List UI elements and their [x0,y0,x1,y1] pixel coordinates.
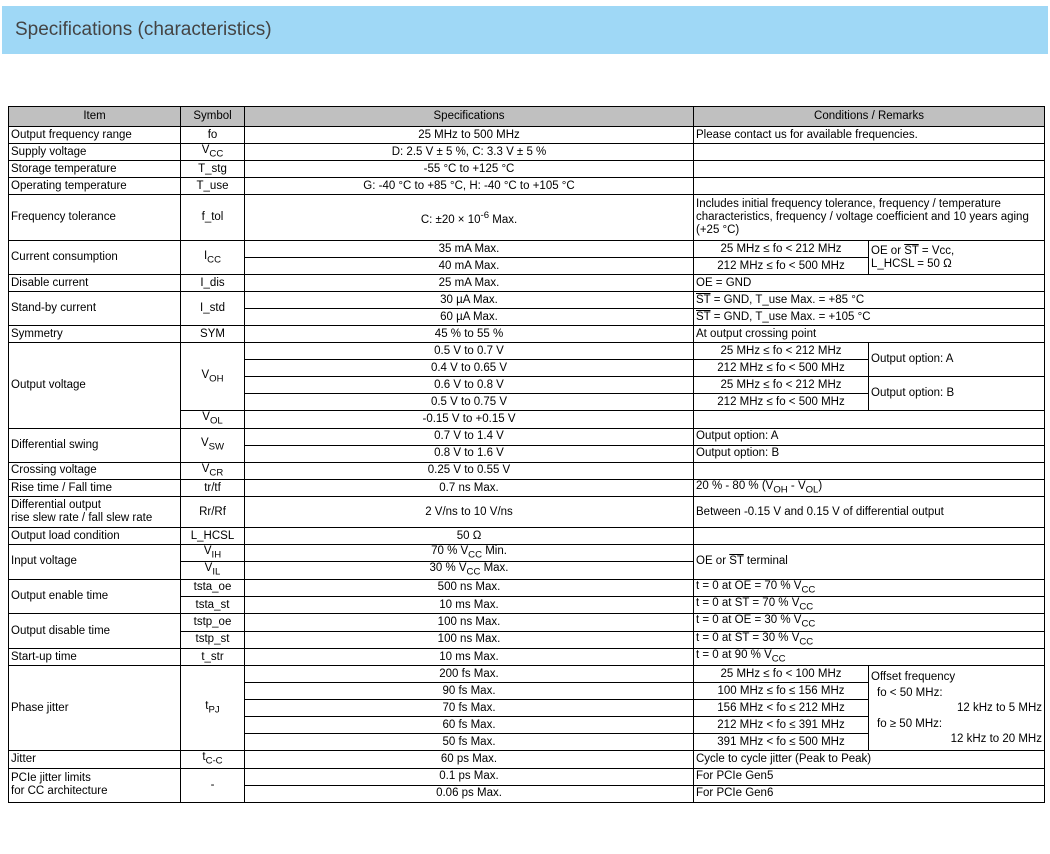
spec-cell: 60 µA Max. [245,309,694,326]
condition-cell: 212 MHz ≤ fo < 500 MHz [694,360,869,377]
condition-text: terminal [743,555,788,568]
symbol-main: t [202,751,206,764]
spec-cell: 30 µA Max. [245,292,694,309]
condition-cell [694,144,1045,161]
table-row [9,648,1045,665]
condition-cell: At output crossing point [694,326,1045,343]
symbol-cell [181,411,245,428]
condition-cell [694,411,1045,428]
spec-text: Max. [489,213,518,226]
symbol-cell: Rr/Rf [181,497,245,528]
item-cell: Current consumption [9,241,181,275]
condition-text: 20 % - 80 % (V [696,479,774,492]
item-cell [9,497,181,528]
symbol-cell [181,545,245,562]
spec-cell: 0.25 V to 0.55 V [245,462,694,479]
section-header-banner [2,6,1048,54]
table-row [9,462,1045,479]
condition-text: t = 0 at OE = 30 % V [696,614,802,627]
condition-cell: Includes initial frequency tolerance, frequency / temperature characteristics, frequency / voltage coefficient and 10 years aging (+25 °C) [694,195,1045,241]
item-cell: Differential swing [9,428,181,462]
condition-text: = GND, T_use Max. = +85 °C [710,293,865,306]
header-conditions: Conditions / Remarks [694,107,1045,127]
condition-text: = 30 % V [749,631,800,644]
spec-cell: 45 % to 55 % [245,326,694,343]
table-row [9,666,1045,683]
symbol-cell: I_std [181,292,245,326]
condition-text: = 70 % V [749,597,800,610]
spec-cell: 10 ms Max. [245,597,694,614]
item-cell: Output voltage [9,343,181,428]
symbol-main: V [201,144,210,156]
condition-cell [694,479,1045,496]
table-row [9,326,1045,343]
symbol-subscript: OL [209,415,223,427]
spec-cell: 2 V/ns to 10 V/ns [245,497,694,528]
condition-cell: For PCIe Gen6 [694,785,1045,802]
item-cell: Symmetry [9,326,181,343]
table-row [9,343,1045,360]
condition-subscript: CC [771,653,786,665]
item-text: PCIe jitter limits [11,772,91,785]
symbol-subscript: IH [211,549,222,561]
spec-cell [245,562,694,579]
offset-text: 12 kHz to 5 MHz [957,702,1042,715]
condition-cell [694,597,1045,614]
condition-cell [694,579,1045,596]
table-row [9,178,1045,195]
symbol-main: V [204,562,213,575]
symbol-cell [181,343,245,411]
item-cell: Supply voltage [9,144,181,161]
spec-cell: 10 ms Max. [245,648,694,665]
symbol-cell: tstp_oe [181,614,245,631]
table-row [9,275,1045,292]
table-row [9,579,1045,596]
symbol-main: V [200,436,209,449]
condition-text: t = 0 at 90 % V [696,648,772,661]
table-row [9,528,1045,545]
spec-cell: 500 ns Max. [245,579,694,596]
condition-subscript: CC [799,601,814,613]
spec-cell: 35 mA Max. [245,241,694,258]
condition-cell: Output option: A [694,428,1045,445]
spec-cell: 0.06 ps Max. [245,785,694,802]
st-overline: $\overline{ST}$ [734,631,750,644]
remark-text: OE or [871,244,905,257]
symbol-main: V [201,368,210,381]
condition-subscript: CC [799,635,814,647]
symbol-cell: L_HCSL [181,528,245,545]
condition-cell: 212 MHz ≤ fo < 500 MHz [694,258,869,275]
offset-frequency-cell [869,666,1045,751]
spec-text: Max. [480,562,509,575]
condition-cell [694,178,1045,195]
condition-cell: 391 MHz < fo ≤ 500 MHz [694,734,869,751]
item-text: for CC architecture [11,785,108,798]
item-cell: Rise time / Fall time [9,479,181,496]
st-overline: $\overline{ST}$ [696,310,711,323]
symbol-cell [181,144,245,161]
table-row [9,614,1045,631]
symbol-main: t [205,700,209,713]
condition-cell [694,462,1045,479]
condition-cell [694,631,1045,648]
table-row [9,479,1045,496]
condition-subscript: CC [801,584,816,596]
symbol-cell: T_stg [181,161,245,178]
spec-cell: 100 ns Max. [245,614,694,631]
symbol-cell: I_dis [181,275,245,292]
symbol-cell [181,428,245,462]
spec-text: Min. [482,545,507,558]
spec-cell: 0.4 V to 0.65 V [245,360,694,377]
symbol-main: V [202,411,210,424]
condition-text: t = 0 at OE = 70 % V [696,579,802,592]
condition-cell: Between -0.15 V and 0.15 V of differential output [694,497,1045,528]
item-cell: Output enable time [9,579,181,614]
symbol-subscript: IL [212,566,221,578]
item-cell: Frequency tolerance [9,195,181,241]
symbol-cell [181,666,245,751]
table-row [9,751,1045,768]
condition-subscript: OH [773,484,788,496]
condition-text: t = 0 at [696,597,735,610]
item-cell: Phase jitter [9,666,181,751]
symbol-cell [181,562,245,579]
table-row [9,195,1045,241]
header-specifications: Specifications [245,107,694,127]
spec-text: C: ±20 × 10 [420,213,481,226]
symbol-cell: tstp_st [181,631,245,648]
table-row [9,768,1045,785]
symbol-cell: SYM [181,326,245,343]
remark-text: L_HCSL = 50 Ω [871,257,952,270]
condition-cell [694,309,1045,326]
item-text: rise slew rate / fall slew rate [11,512,153,525]
condition-text: t = 0 at [696,631,735,644]
spec-cell: 0.6 V to 0.8 V [245,377,694,394]
table-row [9,545,1045,562]
symbol-cell: T_use [181,178,245,195]
condition-text: = GND, T_use Max. = +105 °C [710,310,871,323]
spec-cell: 0.5 V to 0.75 V [245,394,694,411]
item-cell: Storage temperature [9,161,181,178]
offset-text: fo ≥ 50 MHz: [877,717,943,730]
table-row [9,497,1045,528]
condition-cell [694,614,1045,631]
spec-cell: 60 ps Max. [245,751,694,768]
condition-cell: 212 MHz ≤ fo < 500 MHz [694,394,869,411]
symbol-subscript: OH [209,372,224,384]
spec-cell: -0.15 V to +0.15 V [245,411,694,428]
item-cell: Start-up time [9,648,181,665]
condition-text: ) [818,479,823,492]
symbol-subscript: SW [208,441,225,453]
spec-cell: 40 mA Max. [245,258,694,275]
condition-cell: 100 MHz ≤ fo ≤ 156 MHz [694,683,869,700]
header-symbol: Symbol [181,107,245,127]
item-cell [9,768,181,802]
spec-subscript: CC [468,549,482,561]
spec-cell [245,545,694,562]
spec-cell: 60 fs Max. [245,717,694,734]
symbol-subscript: CC [209,148,224,160]
symbol-cell [181,462,245,479]
item-cell: Stand-by current [9,292,181,326]
symbol-subscript: CC [207,253,222,265]
condition-subscript: OL [805,484,819,496]
symbol-cell: tsta_oe [181,579,245,596]
symbol-cell: tr/tf [181,479,245,496]
symbol-cell [181,241,245,275]
spec-cell: -55 °C to +125 °C [245,161,694,178]
condition-cell: Output option: B [694,445,1045,462]
symbol-subscript: C-C [205,755,223,767]
condition-cell [694,648,1045,665]
condition-cell: 25 MHz ≤ fo < 212 MHz [694,343,869,360]
symbol-cell: f_tol [181,195,245,241]
spec-cell: 0.5 V to 0.7 V [245,343,694,360]
condition-text: OE or [696,555,730,568]
header-item: Item [9,107,181,127]
item-cell: Jitter [9,751,181,768]
condition-cell: 25 MHz ≤ fo < 212 MHz [694,377,869,394]
offset-text: 12 kHz to 20 MHz [950,733,1042,746]
condition-text: - V [787,479,806,492]
condition-cell [694,161,1045,178]
st-overline: $\overline{ST}$ [729,555,744,568]
condition-cell: 25 MHz ≤ fo < 100 MHz [694,666,869,683]
symbol-subscript: CR [209,466,224,478]
symbol-cell: tsta_st [181,597,245,614]
spec-cell: 50 fs Max. [245,734,694,751]
symbol-subscript: PJ [208,704,220,716]
item-text: Differential output [11,499,101,512]
condition-cell: 25 MHz ≤ fo < 212 MHz [694,241,869,258]
condition-cell: Cycle to cycle jitter (Peak to Peak) [694,751,1045,768]
spec-text: 30 % V [429,562,467,575]
spec-cell: 100 ns Max. [245,631,694,648]
condition-cell: 156 MHz < fo ≤ 212 MHz [694,700,869,717]
spec-cell: 0.7 ns Max. [245,479,694,496]
item-cell: Output frequency range [9,127,181,144]
spec-cell: 0.1 ps Max. [245,768,694,785]
item-cell: Disable current [9,275,181,292]
item-cell: Output disable time [9,614,181,649]
condition-subscript: CC [801,618,816,630]
spec-cell: 0.8 V to 1.6 V [245,445,694,462]
table-row [9,241,1045,258]
symbol-cell [181,751,245,768]
st-overline: $\overline{ST}$ [734,597,750,610]
item-cell: Output load condition [9,528,181,545]
table-row [9,428,1045,445]
spec-cell: 70 fs Max. [245,700,694,717]
table-header-row [9,107,1045,127]
condition-cell: OE = GND [694,275,1045,292]
spec-cell: 90 fs Max. [245,683,694,700]
table-row [9,292,1045,309]
table-row [9,144,1045,161]
spec-cell: D: 2.5 V ± 5 %, C: 3.3 V ± 5 % [245,144,694,161]
symbol-main: V [203,545,212,558]
condition-cell: 212 MHz < fo ≤ 391 MHz [694,717,869,734]
item-cell: Crossing voltage [9,462,181,479]
symbol-main: V [201,462,210,475]
spec-cell: 25 mA Max. [245,275,694,292]
condition-cell [694,528,1045,545]
condition-cell [694,292,1045,309]
spec-cell: 25 MHz to 500 MHz [245,127,694,144]
spec-cell: 200 fs Max. [245,666,694,683]
remark-text: = Vcc, [918,244,955,257]
offset-text: Offset frequency [871,671,956,684]
remark-cell: Output option: B [869,377,1045,411]
spec-text: 70 % V [431,545,469,558]
table-row [9,161,1045,178]
spec-cell: 50 Ω [245,528,694,545]
symbol-cell: t_str [181,648,245,665]
symbol-cell: - [181,768,245,802]
spec-exponent: -6 [480,209,490,221]
spec-cell [245,195,694,241]
item-cell: Input voltage [9,545,181,580]
condition-cell [694,545,1045,580]
specifications-table [8,106,1045,803]
offset-text: fo < 50 MHz: [877,686,943,699]
spec-cell: G: -40 °C to +85 °C, H: -40 °C to +105 °C [245,178,694,195]
st-overline: $\overline{ST}$ [696,293,711,306]
table-row [9,127,1045,144]
item-cell: Operating temperature [9,178,181,195]
spec-subscript: CC [466,566,481,578]
condition-cell: Please contact us for available frequencies. [694,127,1045,144]
remark-cell [869,241,1045,275]
condition-cell: For PCIe Gen5 [694,768,1045,785]
remark-cell: Output option: A [869,343,1045,377]
page-title: Specifications (characteristics) [15,19,272,40]
st-overline: $\overline{ST}$ [904,244,919,257]
spec-cell: 0.7 V to 1.4 V [245,428,694,445]
symbol-cell: fo [181,127,245,144]
symbol-main: I [203,249,208,262]
